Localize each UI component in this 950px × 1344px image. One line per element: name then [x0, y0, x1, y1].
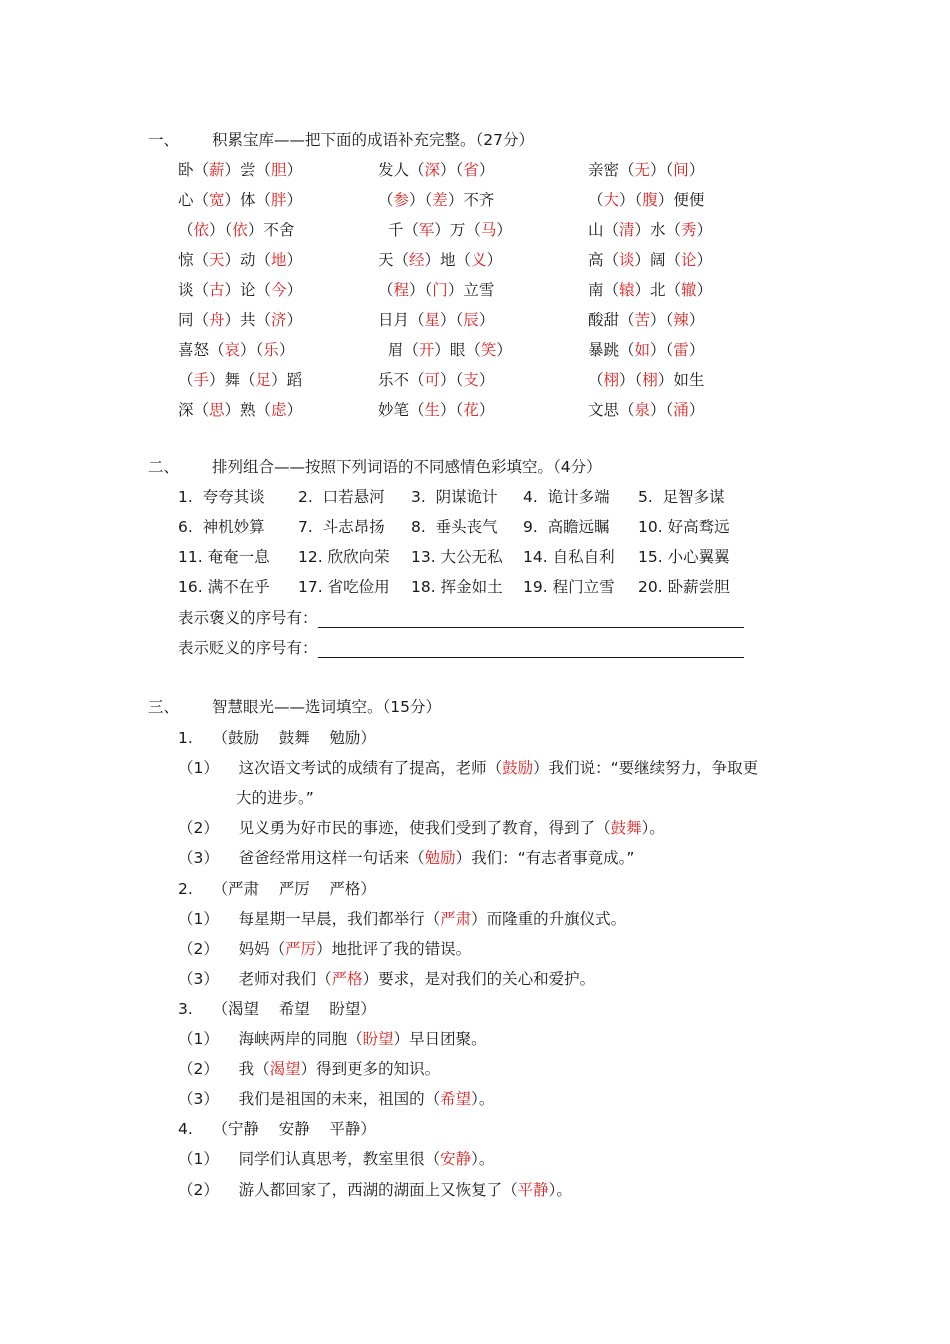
answer-text: 古 — [209, 281, 225, 299]
idiom-item — [588, 308, 704, 330]
prompt-text: 心（ — [178, 191, 210, 209]
answer-text: 依 — [193, 221, 210, 239]
prompt-text: ）（ — [650, 341, 674, 359]
answer-text: 胖 — [271, 191, 287, 209]
prompt-text: ）（ — [440, 161, 464, 179]
prompt-text: ） — [688, 161, 705, 179]
prompt-text: ）地（ — [424, 251, 472, 269]
prompt-text: （ — [178, 221, 194, 239]
prompt-text: ）（ — [409, 191, 433, 209]
answer-text: 舟 — [209, 311, 225, 329]
idiom-item — [588, 278, 712, 300]
word-item: 6. 神机妙算 — [178, 518, 265, 536]
answer-text: 门 — [432, 281, 448, 299]
idiom-item — [378, 158, 494, 180]
exercise-line — [178, 1117, 376, 1139]
word-item: 17. 省吃俭用 — [298, 578, 390, 596]
section-2-title: 排列组合——按照下列词语的不同感情色彩填空。（4分） — [212, 458, 602, 476]
answer-text: 盼望 — [362, 1030, 394, 1048]
exercise-line — [178, 756, 758, 778]
section-1-number: 一、 — [148, 131, 180, 149]
answer-text: 辙 — [681, 281, 697, 299]
answer-text: 雷 — [673, 341, 689, 359]
exercise-line — [178, 816, 665, 838]
answer-text: 平静 — [517, 1180, 549, 1199]
prompt-text: ）舞（ — [209, 371, 256, 389]
prompt-text: 3. （渴望 希望 盼望） — [178, 999, 376, 1018]
idiom-item — [178, 218, 294, 240]
idiom-item — [588, 158, 704, 180]
answer-text: 谈 — [619, 251, 635, 269]
prompt-text: ）（ — [650, 401, 674, 419]
prompt-text: ） — [278, 341, 295, 359]
prompt-text: ）。 — [548, 1180, 572, 1199]
idiom-item — [378, 368, 494, 390]
prompt-text: 南（ — [588, 281, 620, 299]
exercise-line — [178, 967, 595, 989]
answer-text: 论 — [681, 251, 697, 269]
prompt-text: 深（ — [178, 401, 210, 419]
prompt-text: ） — [688, 311, 705, 329]
prompt-text: ） — [478, 161, 495, 179]
prompt-text: ） — [696, 251, 713, 269]
idiom-item — [178, 278, 302, 300]
derog-answer-blank[interactable] — [318, 641, 744, 658]
idiom-item — [378, 188, 494, 210]
idiom-item — [178, 398, 302, 420]
prompt-text: ）。 — [471, 1090, 495, 1109]
answer-text: 间 — [673, 161, 689, 179]
answer-text: 清 — [619, 221, 635, 239]
exercise-line — [178, 1057, 440, 1079]
prompt-text: （ — [178, 371, 194, 389]
answer-text: 严厉 — [285, 939, 317, 958]
idiom-item — [588, 338, 704, 360]
answer-text: 希望 — [440, 1090, 472, 1109]
prompt-text: 文思（ — [588, 401, 635, 419]
prompt-text: 千（ — [378, 221, 419, 239]
answer-text: 开 — [418, 341, 435, 359]
exercise-line — [236, 786, 314, 808]
prompt-text: （1） 同学们认真思考，教室里很（ — [178, 1150, 441, 1169]
exercise-line — [178, 937, 471, 959]
prompt-text: ） — [286, 401, 303, 419]
word-item: 3. 阴谋诡计 — [411, 488, 498, 506]
prompt-text: ）早日团聚。 — [393, 1030, 487, 1048]
prompt-text: （1） 海峡两岸的同胞（ — [178, 1030, 363, 1048]
prompt-text: ）（ — [240, 341, 264, 359]
exercise-line — [178, 997, 376, 1019]
prompt-text: 1. （鼓励 鼓舞 勉励） — [178, 729, 376, 747]
word-item: 7. 斗志昂扬 — [298, 518, 385, 536]
exercise-line — [178, 1147, 494, 1169]
word-item: 9. 高瞻远瞩 — [523, 518, 610, 536]
idiom-item — [378, 398, 494, 420]
answer-text: 依 — [232, 221, 248, 239]
section-3-heading — [148, 695, 441, 717]
answer-text: 哀 — [224, 341, 241, 359]
answer-text: 严格 — [331, 969, 363, 988]
prompt-text: ） — [496, 221, 512, 239]
answer-text: 花 — [463, 401, 479, 419]
prompt-text: ）（ — [409, 281, 433, 299]
exercise-line — [178, 846, 634, 868]
idiom-row — [0, 158, 950, 188]
word-item: 5. 足智多谋 — [638, 488, 725, 506]
answer-text: 笑 — [480, 341, 497, 359]
prompt-text: ） — [286, 251, 303, 269]
answer-text: 如 — [634, 341, 651, 359]
prompt-text: ）（ — [440, 371, 464, 389]
prompt-text: 天（ — [378, 251, 410, 269]
prompt-text: ）而隆重的升旗仪式。 — [471, 909, 627, 928]
prompt-text: ）熟（ — [224, 401, 272, 419]
answer-text: 生 — [424, 401, 441, 419]
answer-text: 省 — [463, 161, 479, 179]
answer-text: 鼓舞 — [610, 819, 642, 838]
prompt-text: 乐不（ — [378, 371, 425, 389]
prompt-text: 亲密（ — [588, 161, 635, 179]
prompt-text: （3） 我们是祖国的未来，祖国的（ — [178, 1090, 441, 1109]
answer-text: 辣 — [673, 311, 689, 329]
answer-text: 辕 — [619, 281, 635, 299]
word-item: 19. 程门立雪 — [523, 578, 615, 596]
prompt-text: ）体（ — [224, 191, 272, 209]
word-item: 18. 挥金如土 — [411, 578, 503, 596]
exercise-line — [178, 1087, 494, 1109]
prompt-text: ）（ — [650, 311, 674, 329]
section-3-title: 智慧眼光——选词填空。（15分） — [212, 698, 441, 716]
prompt-text: ）我们：“有志者事竟成。” — [455, 849, 635, 868]
word-item: 10. 好高骛远 — [638, 518, 730, 536]
idiom-row — [0, 338, 950, 368]
word-item: 4. 诡计多端 — [523, 488, 610, 506]
answer-text: 马 — [480, 221, 497, 239]
section-1-heading — [148, 128, 534, 150]
word-item: 12. 欣欣向荣 — [298, 548, 390, 566]
answer-text: 可 — [424, 371, 441, 389]
prompt-text: 日月（ — [378, 311, 425, 329]
answer-text: 栩 — [642, 371, 658, 389]
answer-text: 程 — [393, 281, 410, 299]
prompt-text: ）要求，是对我们的关心和爱护。 — [362, 969, 596, 988]
word-item: 1. 夸夸其谈 — [178, 488, 265, 506]
prompt-text: （3） 爸爸经常用这样一句话来（ — [178, 849, 425, 868]
answer-text: 军 — [418, 221, 435, 239]
idiom-item — [178, 248, 302, 270]
prompt-text: 酸甜（ — [588, 311, 635, 329]
prompt-text: ）水（ — [634, 221, 682, 239]
prompt-text: ）立雪 — [447, 281, 495, 299]
idiom-row — [0, 398, 950, 428]
prompt-text: ） — [286, 191, 303, 209]
exercise-line — [178, 877, 376, 899]
answer-text: 无 — [634, 161, 651, 179]
answer-text: 栩 — [603, 371, 620, 389]
idiom-item — [178, 338, 294, 360]
answer-text: 辰 — [463, 311, 479, 329]
idiom-item — [588, 218, 712, 240]
prompt-text: ）（ — [440, 311, 464, 329]
idiom-row — [0, 218, 950, 248]
idiom-row — [0, 278, 950, 308]
derog-answer-line — [178, 636, 744, 658]
prompt-text: ）地批评了我的错误。 — [316, 939, 472, 958]
word-item: 8. 垂头丧气 — [411, 518, 498, 536]
prompt-text: （3） 老师对我们（ — [178, 969, 332, 988]
answer-text: 今 — [271, 281, 287, 299]
prompt-text: 4. （宁静 安静 平静） — [178, 1120, 376, 1139]
answer-text: 安静 — [440, 1150, 472, 1169]
prompt-text: ）不齐 — [447, 191, 495, 209]
idiom-item — [378, 308, 494, 330]
answer-text: 秀 — [681, 221, 697, 239]
prompt-text: 大的进步。” — [236, 789, 314, 808]
word-item: 14. 自私自利 — [523, 548, 615, 566]
prompt-text: ） — [478, 401, 495, 419]
prompt-text: （ — [588, 371, 604, 389]
prompt-text: ）如生 — [657, 371, 705, 389]
exercise-line — [178, 1178, 572, 1200]
answer-text: 手 — [193, 371, 210, 389]
prompt-text: ） — [688, 401, 705, 419]
prompt-text: 暴跳（ — [588, 341, 635, 359]
prompt-text: 谈（ — [178, 281, 210, 299]
answer-text: 义 — [471, 251, 487, 269]
answer-text: 苦 — [634, 311, 651, 329]
prompt-text: ）。 — [641, 819, 665, 838]
idiom-item — [378, 278, 494, 300]
praise-label: 表示褒义的序号有： — [178, 609, 318, 627]
prompt-text: ） — [696, 221, 713, 239]
idiom-item — [178, 158, 302, 180]
answer-text: 差 — [432, 191, 448, 209]
answer-text: 涌 — [673, 401, 689, 419]
word-item: 2. 口若悬河 — [298, 488, 385, 506]
word-item: 20. 卧薪尝胆 — [638, 578, 730, 596]
answer-text: 腹 — [642, 191, 658, 209]
idiom-item — [378, 248, 502, 270]
prompt-text: 惊（ — [178, 251, 210, 269]
prompt-text: ） — [496, 341, 512, 359]
answer-text: 泉 — [634, 401, 651, 419]
prompt-text: ）万（ — [434, 221, 481, 239]
answer-text: 济 — [271, 311, 287, 329]
idiom-item — [378, 218, 512, 240]
prompt-text: 高（ — [588, 251, 620, 269]
prompt-text: ）便便 — [657, 191, 705, 209]
answer-text: 天 — [209, 251, 225, 269]
prompt-text: ）不舍 — [247, 221, 295, 239]
prompt-text: ） — [478, 311, 495, 329]
praise-answer-blank[interactable] — [318, 611, 744, 628]
prompt-text: （ — [378, 191, 394, 209]
idiom-item — [178, 308, 302, 330]
answer-text: 严肃 — [440, 909, 472, 928]
answer-text: 深 — [424, 161, 441, 179]
prompt-text: 妙笔（ — [378, 401, 425, 419]
prompt-text: （ — [588, 191, 604, 209]
section-2-number: 二、 — [148, 458, 180, 476]
prompt-text: ）（ — [619, 371, 643, 389]
answer-text: 鼓励 — [502, 759, 534, 778]
prompt-text: 山（ — [588, 221, 620, 239]
prompt-text: 同（ — [178, 311, 210, 329]
prompt-text: ）尝（ — [224, 161, 272, 179]
prompt-text: 喜怒（ — [178, 341, 225, 359]
prompt-text: ） — [286, 311, 303, 329]
idiom-item — [378, 338, 512, 360]
prompt-text: ）论（ — [224, 281, 272, 299]
prompt-text: ） — [486, 251, 503, 269]
answer-text: 宽 — [209, 191, 225, 209]
answer-text: 地 — [271, 251, 287, 269]
answer-text: 乐 — [263, 341, 279, 359]
prompt-text: ）得到更多的知识。 — [300, 1060, 441, 1079]
prompt-text: （1） 这次语文考试的成绩有了提高，老师（ — [178, 759, 503, 778]
prompt-text: ） — [696, 281, 713, 299]
exercise-line — [178, 907, 626, 929]
prompt-text: ）共（ — [224, 311, 272, 329]
word-item: 11. 奄奄一息 — [178, 548, 270, 566]
answer-text: 星 — [424, 311, 441, 329]
prompt-text: ） — [286, 161, 303, 179]
derog-label: 表示贬义的序号有： — [178, 639, 318, 657]
answer-text: 虑 — [271, 401, 287, 419]
prompt-text: （2） 见义勇为好市民的事迹，使我们受到了教育，得到了（ — [178, 819, 611, 838]
answer-text: 支 — [463, 371, 479, 389]
answer-text: 渴望 — [269, 1060, 301, 1079]
section-2-heading — [148, 455, 602, 477]
exercise-line — [178, 1027, 487, 1049]
answer-text: 参 — [393, 191, 410, 209]
prompt-text: 发人（ — [378, 161, 425, 179]
idiom-row — [0, 188, 950, 218]
idiom-item — [588, 368, 704, 390]
prompt-text: ） — [286, 281, 303, 299]
prompt-text: 2. （严肃 严厉 严格） — [178, 879, 376, 898]
prompt-text: ）蹈 — [271, 371, 303, 389]
idiom-item — [588, 248, 712, 270]
section-1-title: 积累宝库——把下面的成语补充完整。（27分） — [212, 131, 534, 149]
prompt-text: 卧（ — [178, 161, 210, 179]
word-item: 13. 大公无私 — [411, 548, 503, 566]
exercise-line — [178, 726, 376, 748]
prompt-text: ）动（ — [224, 251, 272, 269]
prompt-text: ） — [478, 371, 495, 389]
idiom-row — [0, 368, 950, 398]
answer-text: 足 — [255, 371, 272, 389]
prompt-text: （2） 我（ — [178, 1060, 270, 1079]
answer-text: 薪 — [209, 161, 225, 179]
prompt-text: ） — [688, 341, 705, 359]
answer-text: 经 — [409, 251, 425, 269]
idiom-item — [588, 398, 704, 420]
prompt-text: ）（ — [209, 221, 233, 239]
idiom-row — [0, 308, 950, 338]
prompt-text: ）北（ — [634, 281, 682, 299]
prompt-text: ）（ — [440, 401, 464, 419]
prompt-text: ）眼（ — [434, 341, 481, 359]
praise-answer-line — [178, 606, 744, 628]
prompt-text: （2） 妈妈（ — [178, 939, 286, 958]
prompt-text: ）阔（ — [634, 251, 682, 269]
answer-text: 思 — [209, 401, 225, 419]
prompt-text: ）我们说：“要继续努力，争取更 — [533, 759, 759, 778]
prompt-text: （ — [378, 281, 394, 299]
word-item: 15. 小心翼翼 — [638, 548, 730, 566]
idiom-row — [0, 248, 950, 278]
answer-text: 大 — [603, 191, 620, 209]
prompt-text: ）（ — [650, 161, 674, 179]
prompt-text: 眉（ — [378, 341, 419, 359]
prompt-text: ）（ — [619, 191, 643, 209]
prompt-text: （1） 每星期一早晨，我们都举行（ — [178, 909, 441, 928]
section-3-number: 三、 — [148, 698, 180, 716]
idiom-item — [178, 188, 302, 210]
idiom-item — [588, 188, 704, 210]
word-item: 16. 满不在乎 — [178, 578, 270, 596]
prompt-text: （2） 游人都回家了，西湖的湖面上又恢复了（ — [178, 1180, 518, 1199]
answer-text: 胆 — [271, 161, 287, 179]
answer-text: 勉励 — [424, 849, 456, 868]
prompt-text: ）。 — [471, 1150, 495, 1169]
idiom-item — [178, 368, 302, 390]
